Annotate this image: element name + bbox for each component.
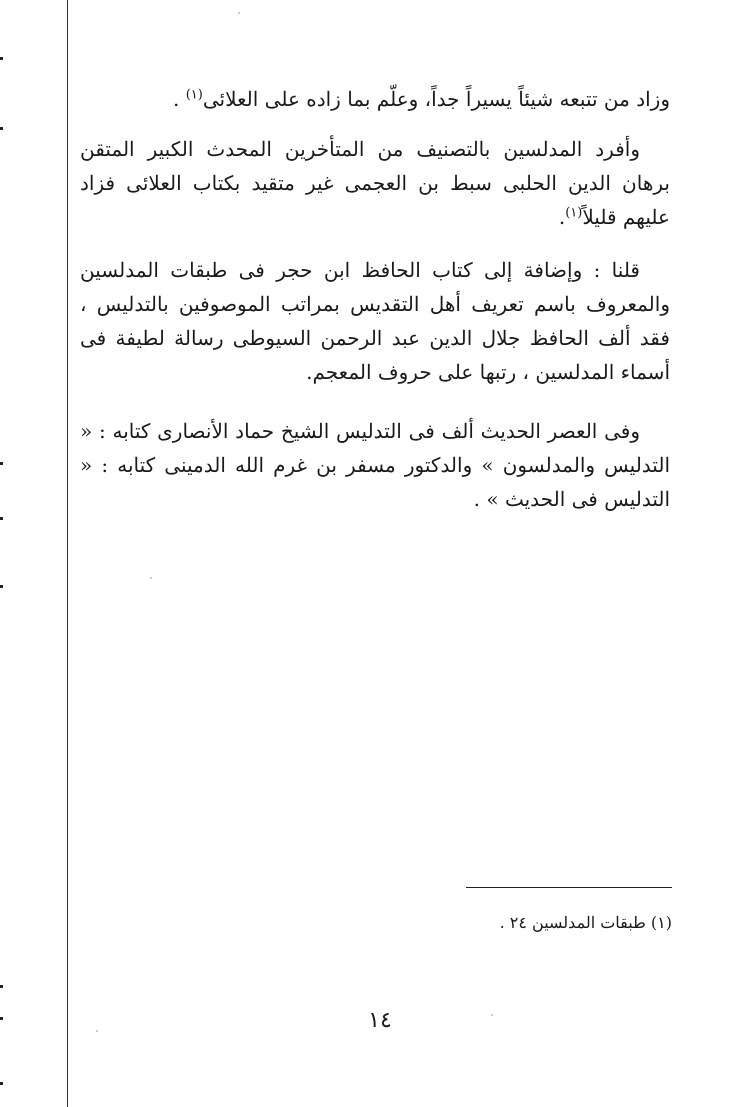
gutter-mark: [0, 462, 3, 465]
paragraph-text: وفى العصر الحديث ألف فى التدليس الشيخ حماد الأنصارى كتابه : « التدليس والمدلسون » والدكتور مسفر بن غرم الله الدمينى كتابه : « التدليس فى الحديث » .: [80, 419, 670, 511]
gutter-mark: [0, 57, 3, 60]
gutter-mark: [0, 1017, 3, 1020]
footnote-reference: (١): [185, 87, 203, 103]
scan-speck: [150, 577, 152, 579]
gutter-mark: [0, 585, 3, 588]
paragraph-1: [80, 82, 670, 116]
paragraph-end: .: [558, 205, 566, 229]
paragraph-3: [80, 253, 670, 389]
footnote: (١) طبقات المدلسين ٢٤ .: [499, 913, 672, 932]
scan-speck: [491, 1014, 493, 1016]
footnote-separator: [466, 887, 672, 888]
scan-speck: [238, 12, 240, 14]
paragraph-text: قلنا : وإضافة إلى كتاب الحافظ ابن حجر فى طبقات المدلسين والمعروف باسم تعريف أهل التقديس بمراتب الموصوفين بالتدليس ، فقد ألف الحافظ جلال الدين عبد الرحمن السيوطى رسالة لطيفة فى أسماء المدلسين ، رتبها على حروف المعجم.: [80, 258, 670, 384]
paragraph-end: .: [172, 87, 186, 111]
scan-speck: [96, 1030, 98, 1032]
footnote-reference: (١): [565, 205, 583, 221]
gutter-mark: [0, 1082, 3, 1085]
page-number: ١٤: [368, 1008, 392, 1033]
gutter-mark: [0, 517, 3, 520]
gutter-mark: [0, 127, 3, 130]
paragraph-text: وزاد من تتبعه شيئاً يسيراً جداً، وعلّم بما زاده على العلائى: [202, 87, 670, 111]
paragraph-2: [80, 132, 670, 234]
paragraph-text: وأفرد المدلسين بالتصنيف من المتأخرين المحدث الكبير المتقن برهان الدين الحلبى سبط بن العجمى غير متقيد بكتاب العلائى فزاد عليهم قليلاً: [80, 137, 670, 229]
gutter-mark: [0, 985, 3, 988]
page-binding-line: [67, 0, 68, 1107]
paragraph-4: [80, 414, 670, 516]
